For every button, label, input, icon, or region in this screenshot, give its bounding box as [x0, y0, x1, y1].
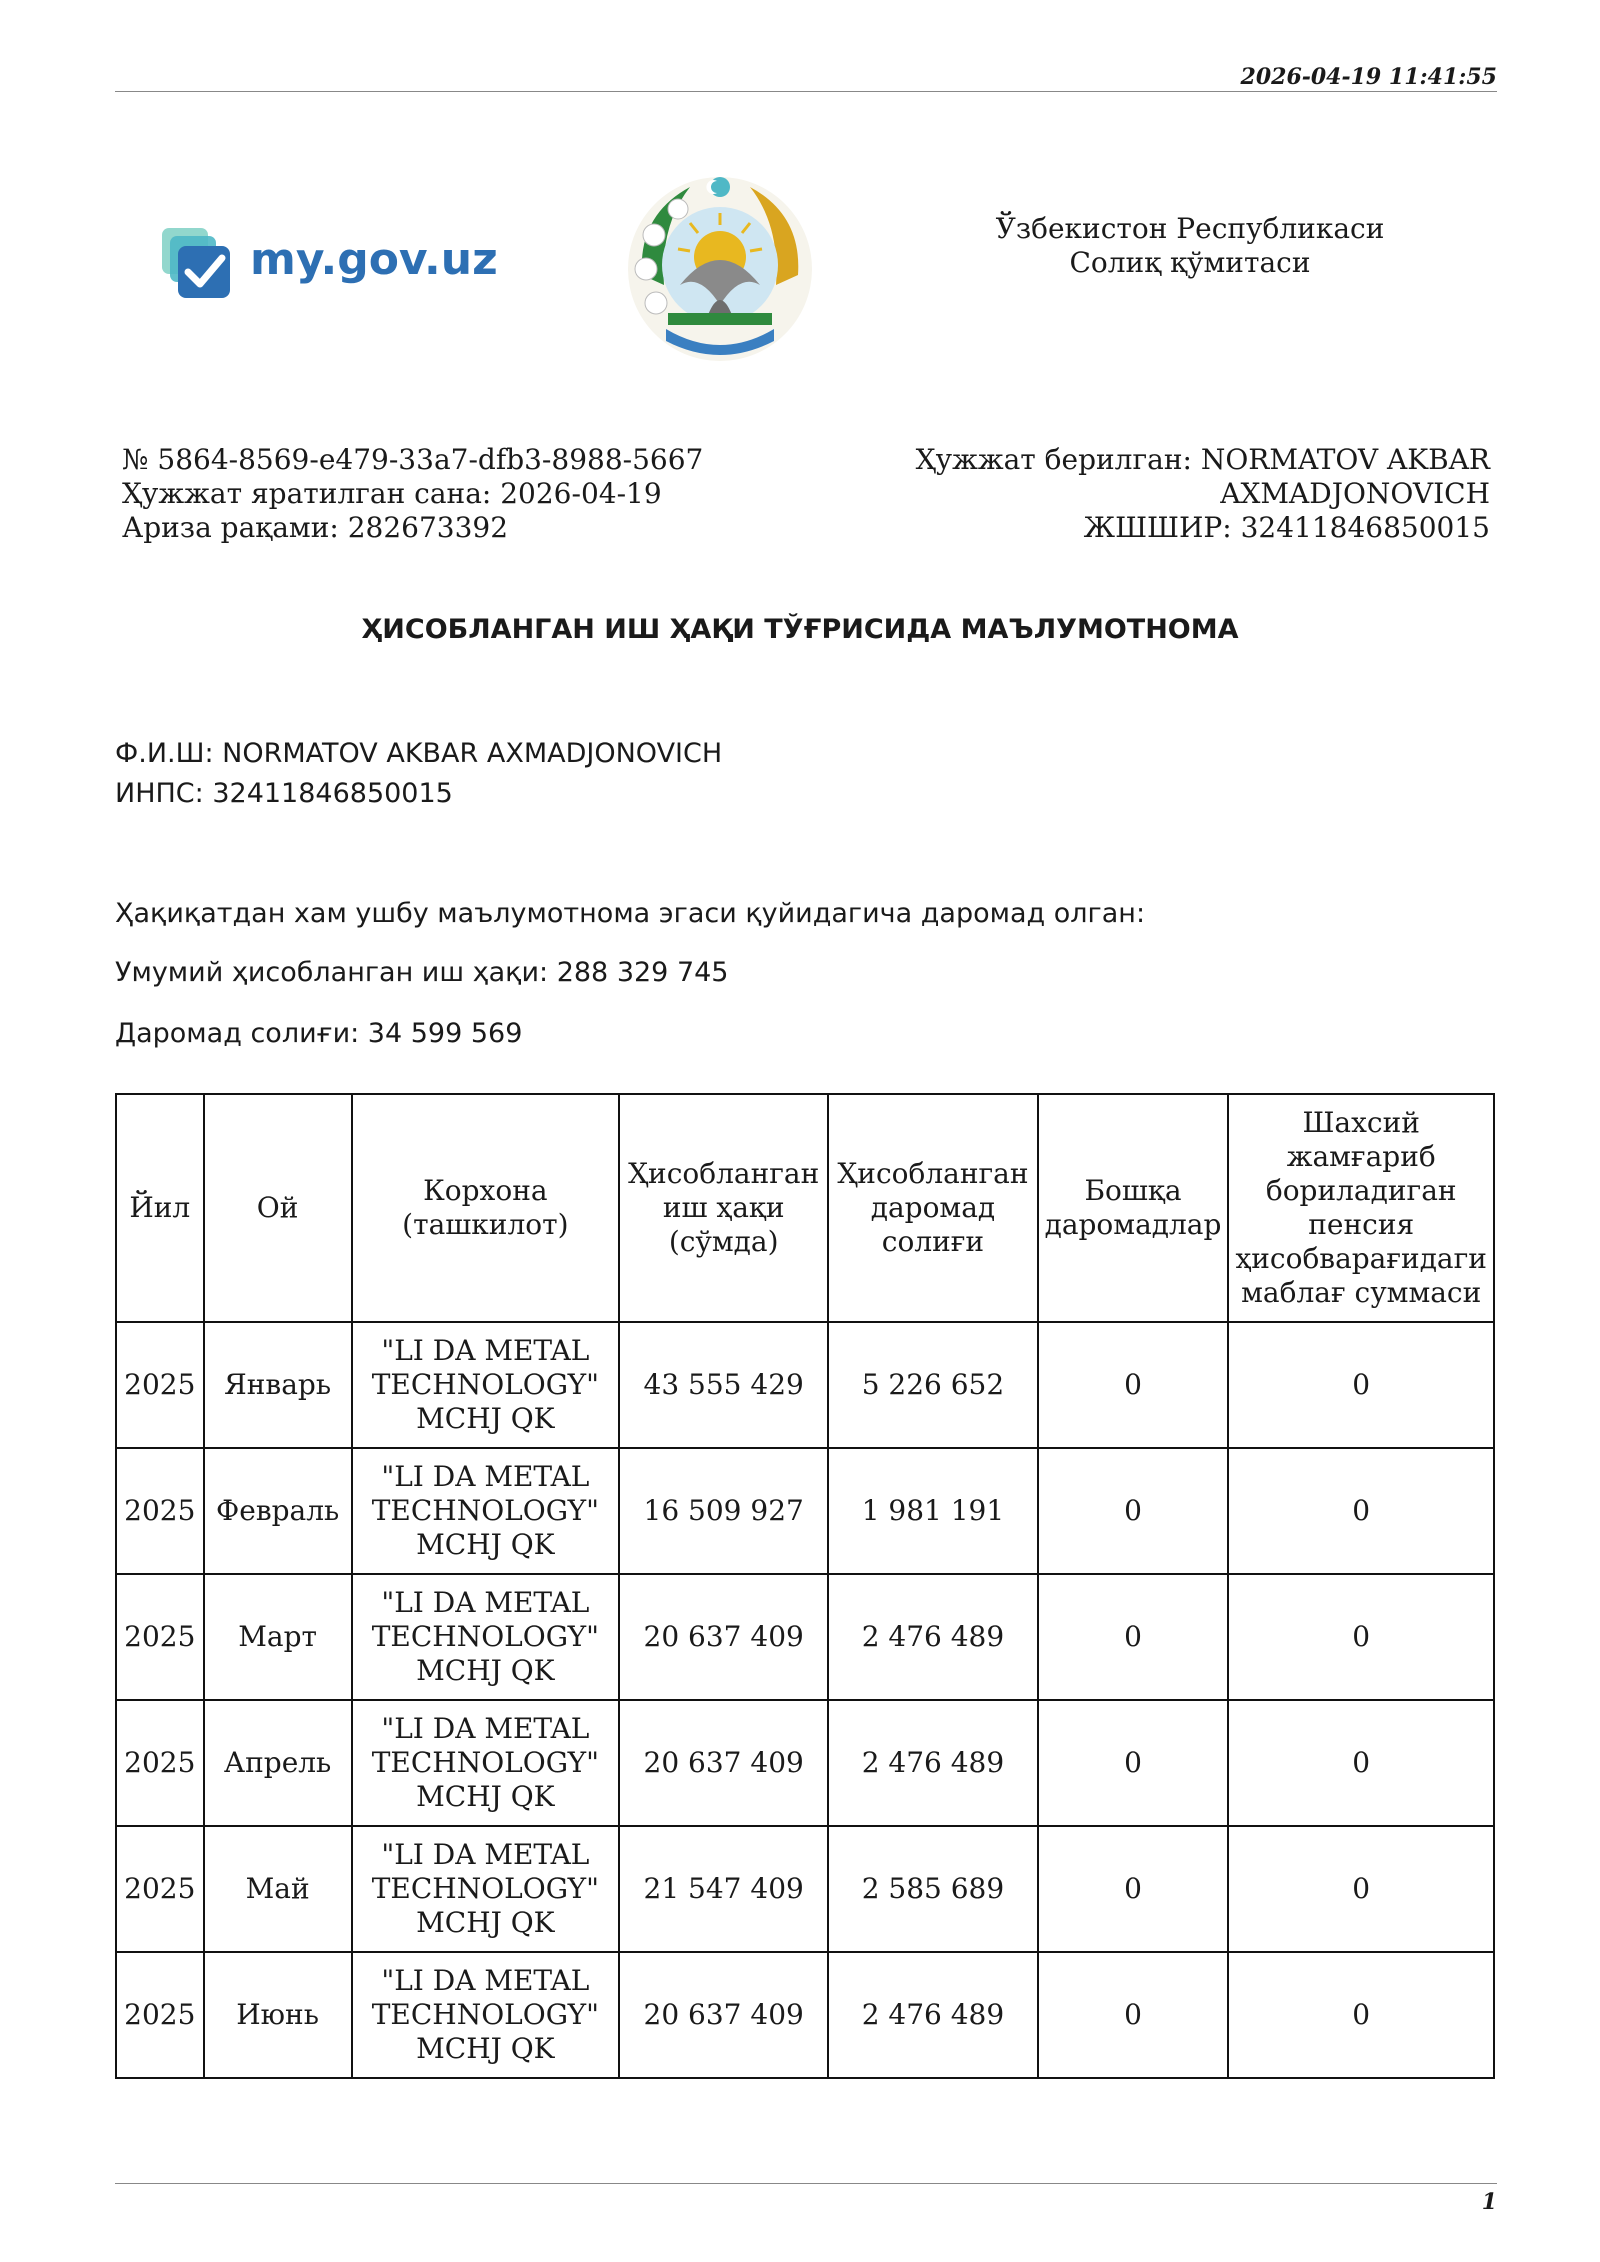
cell-pension: 0: [1228, 1322, 1494, 1448]
cell-other-income: 0: [1038, 1574, 1229, 1700]
document-title: ҲИСОБЛАНГАН ИШ ҲАҚИ ТЎҒРИСИДА МАЪЛУМОТНОМА: [361, 614, 1239, 645]
cell-pension: 0: [1228, 1448, 1494, 1574]
cell-month: Январь: [204, 1322, 352, 1448]
gov-check-logo-icon: [160, 226, 240, 302]
table-row: [116, 1700, 1494, 1826]
document-number: № 5864-8569-e479-33a7-dfb3-8988-5667: [122, 443, 704, 476]
state-emblem-icon: [620, 165, 820, 365]
issued-to-line1: Ҳужжат берилган: NORMATOV AKBAR: [915, 443, 1490, 476]
cell-income-tax: 2 585 689: [828, 1826, 1037, 1952]
header-year: Йил: [116, 1094, 204, 1322]
cell-organization: "LI DA METAL TECHNOLOGY" MCHJ QK: [352, 1952, 619, 2078]
cell-income-tax: 2 476 489: [828, 1700, 1037, 1826]
cell-salary: 20 637 409: [619, 1574, 828, 1700]
table-row: [116, 1952, 1494, 2078]
cell-other-income: 0: [1038, 1952, 1229, 2078]
cell-organization: "LI DA METAL TECHNOLOGY" MCHJ QK: [352, 1448, 619, 1574]
issuing-authority: [960, 212, 1420, 280]
authority-committee: Солиқ қўмитаси: [1069, 246, 1311, 279]
table-header-row: [116, 1094, 1494, 1322]
cell-year: 2025: [116, 1700, 204, 1826]
footer-divider: [115, 2183, 1497, 2184]
authority-country: Ўзбекистон Республикаси: [995, 212, 1385, 245]
cell-income-tax: 2 476 489: [828, 1574, 1037, 1700]
table-row: [116, 1322, 1494, 1448]
cell-organization: "LI DA METAL TECHNOLOGY" MCHJ QK: [352, 1826, 619, 1952]
cell-pension: 0: [1228, 1700, 1494, 1826]
state-emblem: [620, 165, 820, 365]
cell-income-tax: 1 981 191: [828, 1448, 1037, 1574]
cell-other-income: 0: [1038, 1322, 1229, 1448]
header-other-income: Бошқа даромадлар: [1038, 1094, 1229, 1322]
issued-to-line2: AXMADJONOVICH: [1220, 477, 1490, 510]
header-organization: Корхона (ташкилот): [352, 1094, 619, 1322]
cell-year: 2025: [116, 1322, 204, 1448]
cell-pension: 0: [1228, 1826, 1494, 1952]
cell-month: Апрель: [204, 1700, 352, 1826]
person-info: [115, 734, 722, 814]
cell-month: Март: [204, 1574, 352, 1700]
cell-salary: 20 637 409: [619, 1952, 828, 2078]
header-income-tax: Ҳисобланган даромад солиғи: [828, 1094, 1037, 1322]
cell-income-tax: 5 226 652: [828, 1322, 1037, 1448]
header-salary: Ҳисобланган иш ҳақи (сўмда): [619, 1094, 828, 1322]
cell-other-income: 0: [1038, 1700, 1229, 1826]
income-tax: Даромад солиғи: 34 599 569: [115, 1018, 523, 1049]
table-row: [116, 1448, 1494, 1574]
cell-month: Февраль: [204, 1448, 352, 1574]
cell-salary: 43 555 429: [619, 1322, 828, 1448]
document-meta-right: [850, 443, 1490, 545]
cell-income-tax: 2 476 489: [828, 1952, 1037, 2078]
page-number: 1: [1481, 2189, 1497, 2215]
header-divider: [115, 91, 1497, 92]
cell-year: 2025: [116, 1952, 204, 2078]
cell-year: 2025: [116, 1448, 204, 1574]
cell-salary: 16 509 927: [619, 1448, 828, 1574]
total-salary: Умумий ҳисобланган иш ҳақи: 288 329 745: [115, 957, 729, 988]
cell-year: 2025: [116, 1826, 204, 1952]
person-full-name: Ф.И.Ш: NORMATOV AKBAR AXMADJONOVICH: [115, 738, 723, 769]
cell-pension: 0: [1228, 1952, 1494, 2078]
cell-salary: 21 547 409: [619, 1826, 828, 1952]
header-month: Ой: [204, 1094, 352, 1322]
cell-other-income: 0: [1038, 1826, 1229, 1952]
document-timestamp: 2026-04-19 11:41:55: [1240, 64, 1497, 90]
mygov-logo: [160, 226, 498, 302]
person-inps: ИНПС: 32411846850015: [115, 778, 453, 809]
income-intro: Ҳақиқатдан хам ушбу маълумотнома эгаси қуйидагича даромад олган:: [115, 898, 1146, 929]
cell-other-income: 0: [1038, 1448, 1229, 1574]
table-row: [116, 1826, 1494, 1952]
application-number: Ариза рақами: 282673392: [122, 511, 509, 544]
cell-pension: 0: [1228, 1574, 1494, 1700]
cell-month: Июнь: [204, 1952, 352, 2078]
jshshir-number: ЖШШИР: 32411846850015: [1083, 511, 1490, 544]
income-table: [115, 1093, 1495, 2079]
header-pension: Шахсий жамғариб бориладиган пенсия ҳисобварағидаги маблағ суммаси: [1228, 1094, 1494, 1322]
cell-year: 2025: [116, 1574, 204, 1700]
document-meta-left: [122, 443, 703, 545]
document-created-date: Ҳужжат яратилган сана: 2026-04-19: [122, 477, 662, 510]
cell-salary: 20 637 409: [619, 1700, 828, 1826]
logo-text: my.gov.uz: [250, 234, 498, 285]
cell-organization: "LI DA METAL TECHNOLOGY" MCHJ QK: [352, 1574, 619, 1700]
table-row: [116, 1574, 1494, 1700]
cell-month: Май: [204, 1826, 352, 1952]
cell-organization: "LI DA METAL TECHNOLOGY" MCHJ QK: [352, 1700, 619, 1826]
cell-organization: "LI DA METAL TECHNOLOGY" MCHJ QK: [352, 1322, 619, 1448]
